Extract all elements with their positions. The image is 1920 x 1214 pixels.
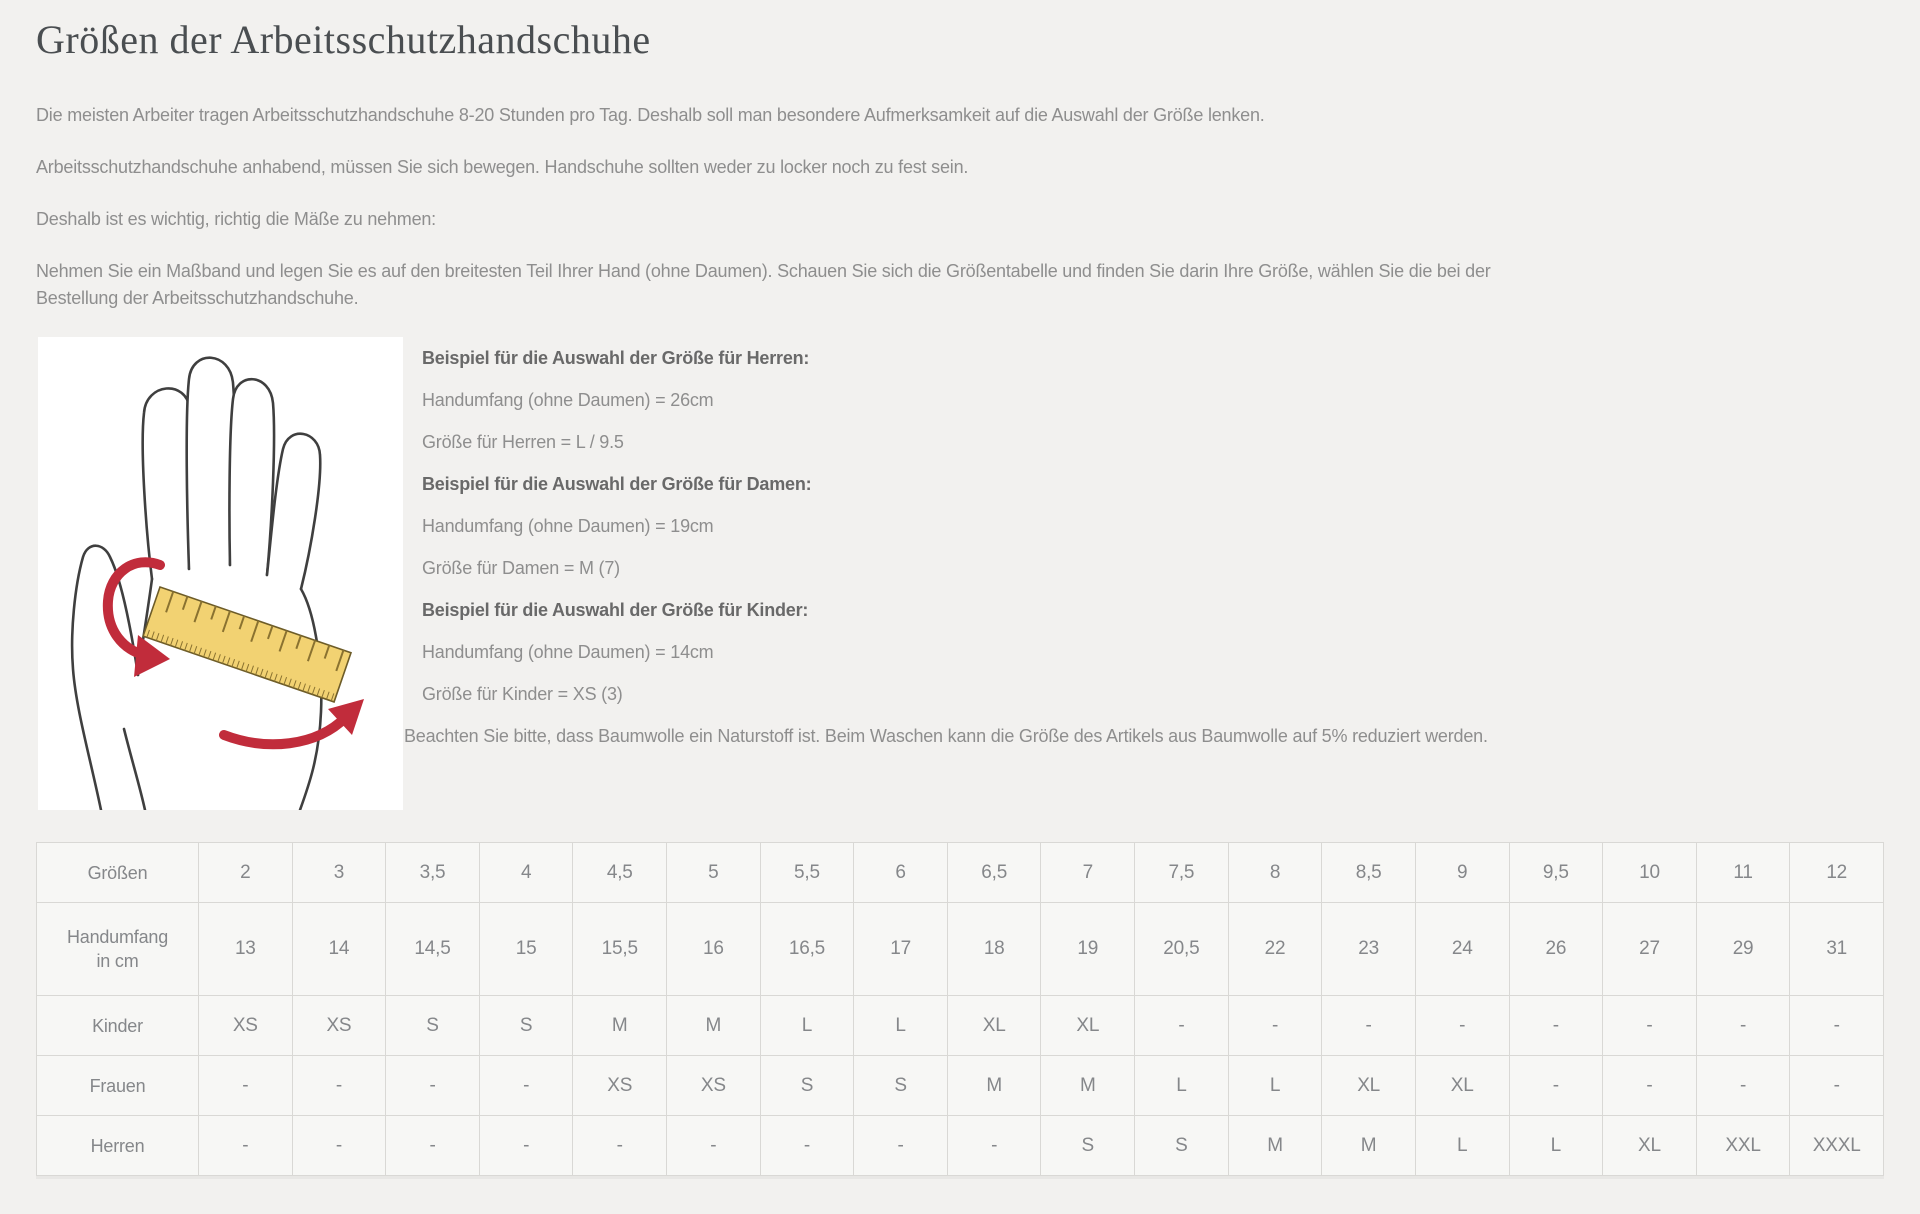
cotton-shrink-note: Beachten Sie bitte, dass Baumwolle ein Naturstoff ist. Beim Waschen kann die Größe des Artikels aus Baumwolle auf 5% reduziert werden. [404,726,1488,746]
table-cell: - [667,1116,761,1176]
intro-paragraph: Nehmen Sie ein Maßband und legen Sie es auf den breitesten Teil Ihrer Hand (ohne Daumen). Schauen Sie sich die Größentabelle und finden Sie darin Ihre Größe, wählen Sie die bei der Bestellung der Arbeitsschutzhandschuhe. [36,261,1491,308]
table-cell: - [1322,996,1416,1056]
hand-measurement-image [38,337,403,810]
table-cell: - [1509,1056,1603,1116]
table-cell: 20,5 [1135,903,1229,996]
table-cell: 12 [1790,843,1884,903]
table-cell: 31 [1790,903,1884,996]
example-line: Handumfang (ohne Daumen) = 26cm [422,390,714,410]
table-cell: L [760,996,854,1056]
table-cell: 7,5 [1135,843,1229,903]
table-cell: 14,5 [386,903,480,996]
example-line: Handumfang (ohne Daumen) = 19cm [422,516,714,536]
intro-paragraph: Arbeitsschutzhandschuhe anhabend, müssen Sie sich bewegen. Handschuhe sollten weder zu locker noch zu fest sein. [36,157,969,177]
intro-section [36,102,1884,312]
table-cell: 2 [199,843,293,903]
table-cell: - [1415,996,1509,1056]
table-cell: - [1603,1056,1697,1116]
intro-paragraph: Deshalb ist es wichtig, richtig die Mäße zu nehmen: [36,209,436,229]
table-cell: XXL [1696,1116,1790,1176]
table-cell: - [292,1116,386,1176]
table-cell: 6,5 [947,843,1041,903]
table-cell: XL [1415,1056,1509,1116]
table-cell: - [854,1116,948,1176]
table-cell: M [573,996,667,1056]
table-cell: 10 [1603,843,1697,903]
size-table [36,842,1884,1176]
example-line: Größe für Herren = L / 9.5 [422,432,624,452]
table-cell: 8 [1228,843,1322,903]
table-row [37,996,1884,1056]
table-cell: 3 [292,843,386,903]
table-cell: L [1228,1056,1322,1116]
table-cell: 14 [292,903,386,996]
table-cell: XL [1603,1116,1697,1176]
table-cell: 19 [1041,903,1135,996]
table-cell: XS [667,1056,761,1116]
table-cell: - [1696,1056,1790,1116]
table-cell: 24 [1415,903,1509,996]
table-cell: XS [199,996,293,1056]
table-cell: 6 [854,843,948,903]
table-cell: 15 [479,903,573,996]
table-cell: - [292,1056,386,1116]
table-cell: - [479,1056,573,1116]
table-cell: 11 [1696,843,1790,903]
table-cell: - [947,1116,1041,1176]
table-cell: - [1603,996,1697,1056]
table-cell: - [1696,996,1790,1056]
table-cell: 8,5 [1322,843,1416,903]
table-cell: XL [1322,1056,1416,1116]
table-cell: M [1322,1116,1416,1176]
table-cell: 27 [1603,903,1697,996]
table-row-label: Herren [37,1116,199,1176]
table-row-label: Kinder [37,996,199,1056]
table-cell: 16 [667,903,761,996]
table-cell: - [1228,996,1322,1056]
table-cell: 18 [947,903,1041,996]
table-cell: 4,5 [573,843,667,903]
table-cell: 4 [479,843,573,903]
examples-section [36,337,1884,810]
table-cell: - [479,1116,573,1176]
table-cell: L [1415,1116,1509,1176]
table-cell: 29 [1696,903,1790,996]
table-cell: S [1135,1116,1229,1176]
table-cell: XXXL [1790,1116,1884,1176]
table-cell: S [479,996,573,1056]
table-cell: S [386,996,480,1056]
example-line: Handumfang (ohne Daumen) = 14cm [422,642,714,662]
table-cell: L [1135,1056,1229,1116]
table-cell: 26 [1509,903,1603,996]
table-cell: XS [292,996,386,1056]
table-cell: - [199,1116,293,1176]
table-cell: - [386,1056,480,1116]
table-cell: - [1790,996,1884,1056]
table-cell: 22 [1228,903,1322,996]
table-cell: 9 [1415,843,1509,903]
table-cell: L [854,996,948,1056]
table-cell: 7 [1041,843,1135,903]
table-cell: - [1790,1056,1884,1116]
table-cell: 13 [199,903,293,996]
table-cell: XS [573,1056,667,1116]
table-cell: 5,5 [760,843,854,903]
table-cell: S [1041,1116,1135,1176]
table-cell: - [760,1116,854,1176]
table-row-label: Handumfang in cm [37,903,199,996]
table-cell: - [199,1056,293,1116]
example-heading: Beispiel für die Auswahl der Größe für Herren: [422,348,810,368]
table-cell: XL [947,996,1041,1056]
table-row [37,1056,1884,1116]
table-row-label: Größen [37,843,199,903]
table-cell: 9,5 [1509,843,1603,903]
table-cell: 23 [1322,903,1416,996]
table-row [37,843,1884,903]
table-cell: M [1228,1116,1322,1176]
table-cell: L [1509,1116,1603,1176]
table-cell: XL [1041,996,1135,1056]
hand-with-measuring-tape-illustration [38,337,403,810]
table-cell: M [947,1056,1041,1116]
table-cell: 17 [854,903,948,996]
size-table-section [36,842,1884,1176]
page-title: Größen der Arbeitsschutzhandschuhe [36,17,651,62]
table-cell: 15,5 [573,903,667,996]
intro-paragraph: Die meisten Arbeiter tragen Arbeitsschutzhandschuhe 8-20 Stunden pro Tag. Deshalb soll man besondere Aufmerksamkeit auf die Auswahl der Größe lenken. [36,105,1265,125]
table-cell: 3,5 [386,843,480,903]
table-cell: 16,5 [760,903,854,996]
table-cell: S [760,1056,854,1116]
table-row-label: Frauen [37,1056,199,1116]
table-row [37,903,1884,996]
table-cell: - [1135,996,1229,1056]
table-row [37,1116,1884,1176]
example-line: Größe für Damen = M (7) [422,558,620,578]
table-cell: 5 [667,843,761,903]
size-examples [404,337,1488,757]
example-line: Größe für Kinder = XS (3) [422,684,623,704]
table-cell: M [667,996,761,1056]
table-cell: - [1509,996,1603,1056]
table-cell: S [854,1056,948,1116]
table-cell: M [1041,1056,1135,1116]
example-heading: Beispiel für die Auswahl der Größe für Damen: [422,474,812,494]
table-cell: - [386,1116,480,1176]
table-cell: - [573,1116,667,1176]
example-heading: Beispiel für die Auswahl der Größe für Kinder: [422,600,809,620]
